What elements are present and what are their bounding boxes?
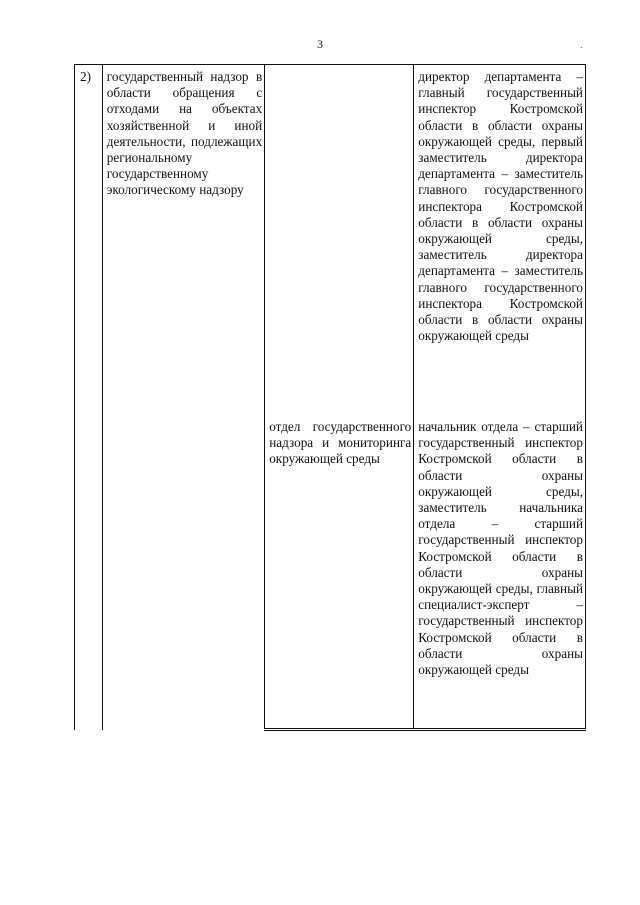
corner-mark: .: [580, 40, 583, 51]
department-cell: [265, 415, 414, 730]
oversight-type-cell: [102, 65, 264, 730]
authority-table: [74, 64, 586, 731]
head-positions-text: директор департамента – главный государственный инспектор Костромской области в области охраны окружающей среды, первый заместитель директора департамента – заместитель главного государственного инспектора Костромской области в области охраны окружающей среды, заместитель директора департамента – заместитель главного государственного инспектора Костромской области в области охраны окружающей среды: [418, 69, 583, 344]
department-positions-cell: [414, 415, 586, 730]
oversight-type-text: государственный надзор в области обращения с отходами на объектах хозяйственной и иной деятельности, подлежащих региональному государственному экологическому надзору: [106, 69, 263, 198]
table-row: [75, 65, 586, 416]
department-text: отдел государственного надзора и мониторинга окружающей среды: [269, 419, 412, 467]
page-number: 3: [317, 37, 323, 51]
row-number: 2): [75, 65, 103, 730]
head-positions-cell: [414, 65, 586, 416]
empty-unit-cell: [265, 65, 414, 416]
department-positions-text: начальник отдела – старший государственный инспектор Костромской области в области охраны окружающей среды, заместитель начальника отдела – старший государственный инспектор Костромской области в области охраны окружающей среды, главный специалист-эксперт – государственный инспектор Костромской области в области охраны окружающей среды: [418, 419, 583, 678]
